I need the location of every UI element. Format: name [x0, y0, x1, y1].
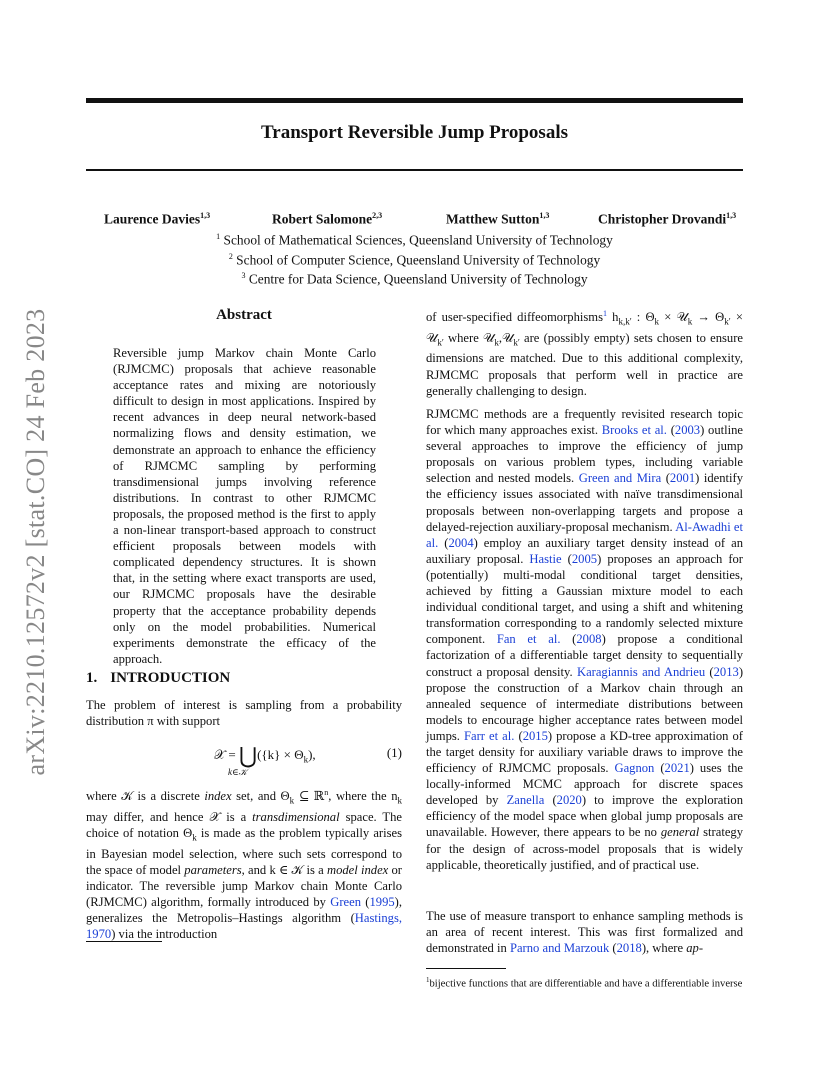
arxiv-sidebar [6, 308, 66, 776]
citation-link[interactable]: Brooks et al. [601, 423, 667, 438]
equation-1 [86, 739, 402, 779]
union-symbol: ⋃ [239, 743, 258, 768]
affiliation: $^1$ School of Mathematical Sciences, Queensland University of Technology [216, 232, 613, 248]
citation-link[interactable]: 1995 [369, 894, 395, 909]
citation-link[interactable]: 2021 [664, 761, 690, 776]
title-bottom-rule [86, 169, 743, 171]
footnote-marker[interactable]: 1 [602, 309, 607, 318]
author: Matthew Sutton$^{1,3}$ [446, 211, 550, 227]
paper-title: Transport Reversible Jump Proposals [261, 122, 568, 143]
affiliation: $^3$ Centre for Data Science, Queensland University of Technology [241, 271, 588, 287]
citation-link[interactable]: Hastie [529, 551, 562, 566]
citation-link[interactable]: 2018 [616, 941, 642, 956]
abstract-heading: Abstract [216, 307, 272, 323]
citation-link[interactable]: Gagnon [614, 761, 655, 776]
citation-link[interactable]: Hastings, 1970 [86, 910, 402, 941]
citation-link[interactable]: 2005 [571, 551, 598, 566]
section-number: 1. [86, 670, 98, 686]
equation-number: (1) [386, 745, 402, 760]
citation-link[interactable]: Karagiannis and Andrieu [576, 664, 706, 679]
title-top-rule [86, 98, 743, 103]
footnote: $^1$bijective functions that are differentiable and have a differentiable inverse [426, 976, 743, 990]
intro-paragraph: where 𝒦 is a discrete index set, and $\Theta_k$ ⊆ ℝ$^n$, where the $n_k$ may differ, and hence 𝒳 is a transdimensional space. The choice of notation $\Theta_k$ is made as the problem typically arises in Bayesian model selection, where such sets correspond to the space of model parameters, and k ∈ 𝒦 is a model index or indicator. The reversible jump Markov chain Monte Carlo (RJMCMC) algorithm, formally introduced by Green (1995), generalizes the Metropolis–Hastings algorithm (Hastings, 1970) via the introduction [86, 788, 403, 941]
affiliation: $^2$ School of Computer Science, Queensland University of Technology [228, 251, 601, 268]
body-paragraph: The use of measure transport to enhance sampling methods is an area of recent interest. This was first formalized and demonstrated in Parno and Marzouk (2018), where ap- [426, 909, 743, 956]
union-subscript: k∈𝒦 [228, 767, 248, 777]
body-paragraph: of user-specified diffeomorphisms$^1$ $h_{k,k'}$ : $\Theta_k$ × 𝒰$_k$ → $\Theta_{k'}$ × 𝒰$_{k'}$ where 𝒰$_k$,𝒰$_{k'}$ are (possibly empty) sets chosen to ensure dimensions are matched. Due to this additional complexity, RJMCMC proposals that perform well in practice are generally challenging to design. [426, 309, 743, 398]
section-heading [86, 670, 230, 687]
citation-link[interactable]: Zanella [506, 793, 545, 808]
citation-link[interactable]: 2003 [674, 423, 701, 438]
footnote-rule [86, 941, 162, 942]
abstract-text: Reversible jump Markov chain Monte Carlo (RJMCMC) proposals that achieve reasonable acceptance rates and mixing are notoriously difficult to design in most applications. Inspired by recent advances in deep neural network-based normalizing flows and density estimation, we demonstrate an approach to enhance the efficiency of RJMCMC sampling by performing transdimensional jumps involving reference distributions. In contrast to other RJMCMC proposals, the proposed method is the first to apply a non-linear transport-based approach to construct efficient proposals between models with complicated dependency structures. It is shown that, in the setting where exact transports are used, our RJMCMC proposals have the desirable property that the acceptance probability depends only on the model probabilities. Numerical experiments demonstrate the efficacy of the approach. [113, 346, 376, 666]
body-paragraph: RJMCMC methods are a frequently revisited research topic for which many approaches exist. Brooks et al. (2003) outline several approaches to improve the efficiency of jump proposals on various problem types, including variable selection and nested models. Green and Mira (2001) identify the efficiency issues associated with naïve transdimensional proposals between non-overlapping targets and propose a delayed-rejection auxiliary-proposal mechanism. Al-Awadhi et al. (2004) employ an auxiliary target density instead of an auxiliary proposal. Hastie (2005) proposes an approach for (potentially) multi-modal conditional target densities, achieved by fitting a Gaussian mixture model to each individual conditional target, and using a shift and whitening transformation corresponding to a randomly selected mixture component. Fan et al. (2008) propose a conditional factorization of a differentiable target density to sequentially construct a proposal density. Karagiannis and Andrieu (2013) propose the construction of a Markov chain through an annealed sequence of intermediate distributions between models to encourage higher acceptance rates between model jumps. Farr et al. (2015) propose a KD-tree approximation of the target density for auxiliary variable draws to improve the efficiency of RJMCMC proposals. Gagnon (2021) uses the locally-informed MCMC approach for discrete spaces developed by Zanella (2020) to improve the exploration efficiency of the model space when global jump proposals are unavailable. However, there appears to be no general strategy for the design of across-model proposals that is widely applicable, theoretically justified, and of practical use. [426, 407, 744, 872]
citation-link[interactable]: Green and Mira [578, 471, 662, 486]
section-title: INTRODUCTION [110, 670, 231, 686]
author: Christopher Drovandi$^{1,3}$ [598, 211, 737, 227]
citation-link[interactable]: 2004 [448, 535, 474, 550]
citation-link[interactable]: Green [330, 894, 361, 909]
citation-link[interactable]: Al-Awadhi et al. [426, 519, 743, 550]
citation-link[interactable]: Fan et al. [496, 632, 561, 647]
citation-link[interactable]: 2013 [713, 664, 739, 679]
citation-link[interactable]: 2008 [576, 632, 602, 647]
citation-link[interactable]: 2020 [556, 793, 582, 808]
equation-body: 𝒳 = ⋃({k} × $\Theta_k$), k∈𝒦 [214, 743, 316, 777]
citation-link[interactable]: Farr et al. [464, 728, 515, 743]
arxiv-identifier: arXiv:2210.12572v2 [stat.CO] 24 Feb 2023 [21, 308, 50, 776]
citation-link[interactable]: 2015 [522, 728, 548, 743]
affiliations [86, 229, 743, 288]
author: Robert Salomone$^{2,3}$ [272, 211, 383, 227]
footnote-rule [426, 968, 506, 969]
intro-paragraph: The problem of interest is sampling from a probability distribution π with support [86, 698, 402, 729]
author: Laurence Davies$^{1,3}$ [104, 211, 211, 227]
citation-link[interactable]: Parno and Marzouk [509, 941, 610, 956]
citation-link[interactable]: 2001 [669, 471, 696, 486]
